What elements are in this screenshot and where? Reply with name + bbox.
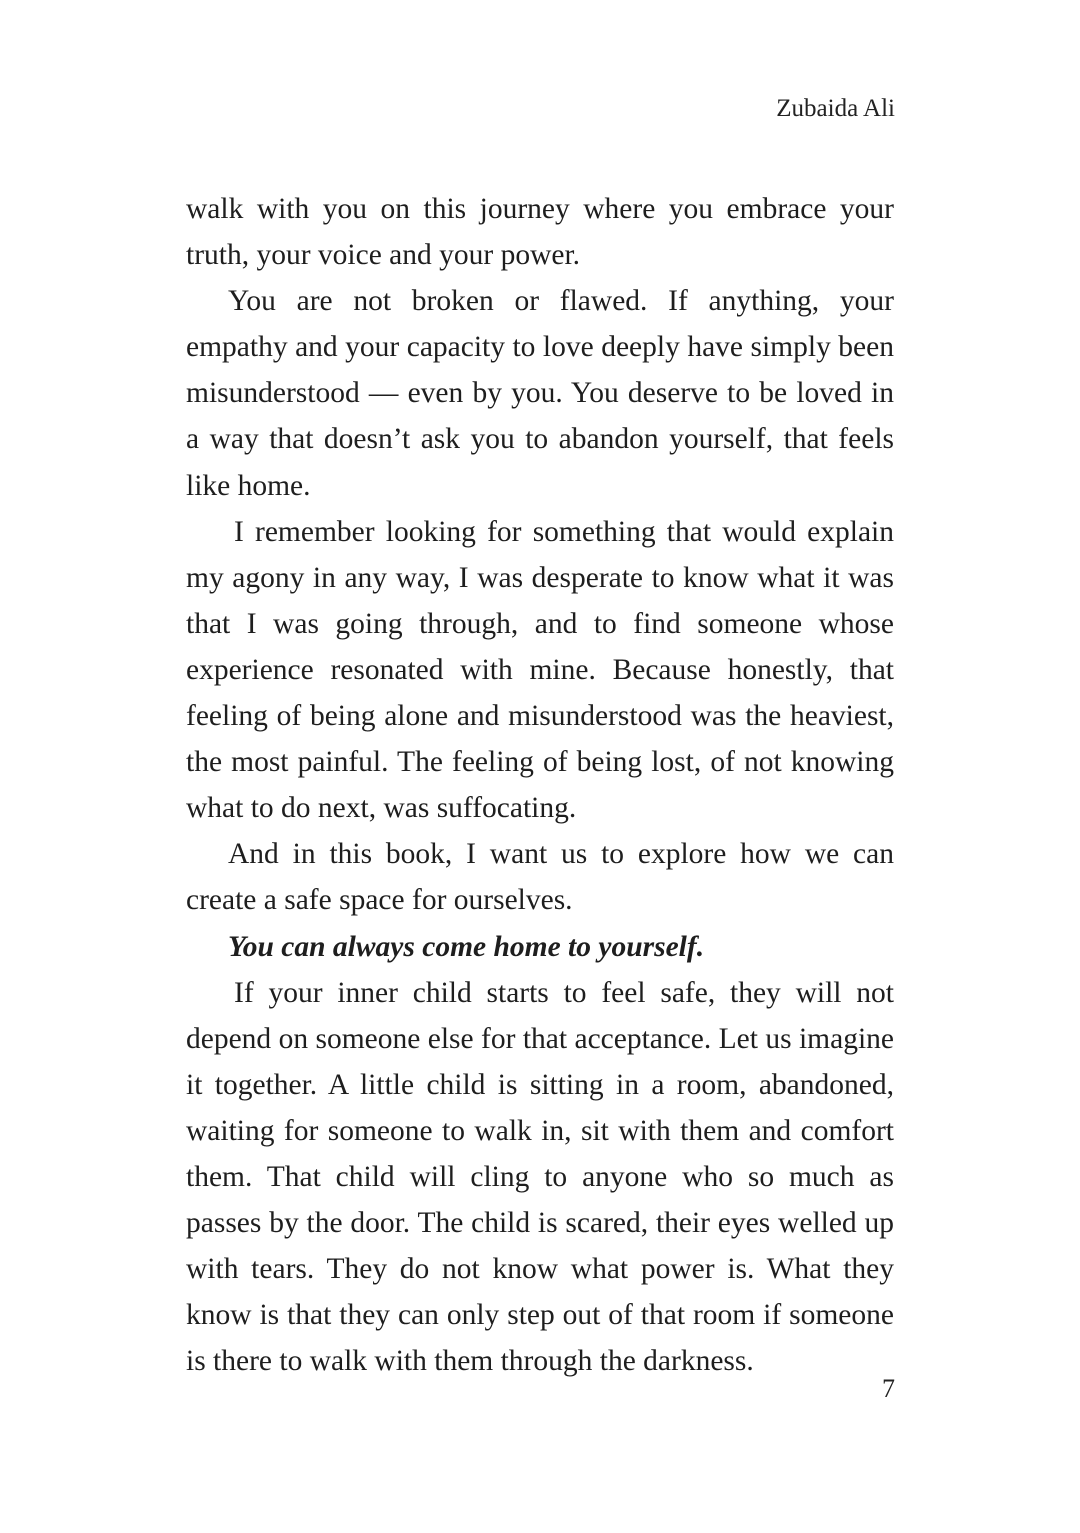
running-header-author: Zubaida Ali — [776, 95, 895, 122]
paragraph: I remember looking for something that would explain my agony in any way, I was desperate to know what it was that I was going through, and to find someone whose experience resonated with mine. Because honestly, that feeling of being alone and misunderstood was the heaviest, the most painful. The feeling of being lost, of not knowing what to do next, was suffocating. — [186, 515, 894, 825]
paragraph: If your inner child starts to feel safe, they will not depend on someone else for that acceptance. Let us imagine it together. A little child is sitting in a room, abandoned, waiting for someone to walk in, sit with them and comfort them. That child will cling to anyone who so much as passes by the door. The child is scared, their eyes welled up with tears. They do not know what power is. What they know is that they can only step out of that room if someone is there to walk with them through the darkness. — [186, 976, 894, 1378]
paragraph: And in this book, I want us to explore how we can create a safe space for ourselves. — [186, 838, 894, 917]
body-text — [186, 186, 894, 1384]
page-number: 7 — [882, 1374, 895, 1403]
paragraph-continuation: walk with you on this journey where you embrace your truth, your voice and your power. — [186, 193, 894, 272]
emphasized-line: You can always come home to yourself. — [228, 930, 705, 963]
paragraph: You are not broken or flawed. If anything, your empathy and your capacity to love deeply have simply been misunderstood — even by you. You deserve to be loved in a way that doesn’t ask you to abandon yourself, that feels like home. — [186, 285, 894, 502]
